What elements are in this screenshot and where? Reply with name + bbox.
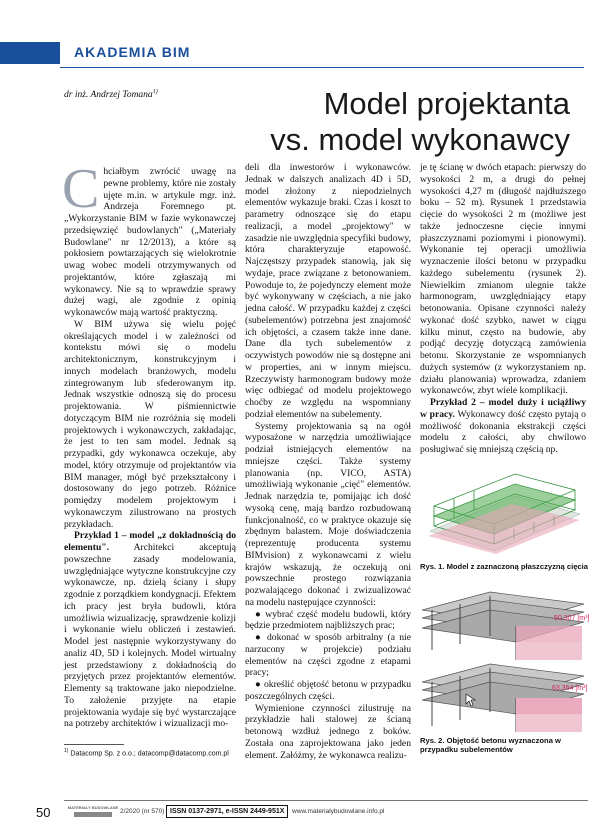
header-divider <box>60 67 584 68</box>
footer-url: www.materialybudowlane.info.pl <box>292 808 385 815</box>
section-title: AKADEMIA BIM <box>74 44 191 60</box>
paragraph: Wymienione czynności zilustruję na przykładzie hali stalowej ze ścianą betonową wzdłuż jednego z boków. Została ona zaprojektowana jako jeden element. Załóżmy, że wykonawca realizu- <box>245 702 411 761</box>
footnote-text: Datacomp Sp. z o.o.; datacomp@datacomp.com.pl <box>70 750 229 758</box>
paragraph: Systemy projektowania są na ogół wyposażone w narzędzia umożliwiające podział istniejących elementów na mniejsze części. Także systemy planowania (np. VICO, ASTA) umożliwiają wykonanie „cięć" elementów. Jednak narzędzia te, pomijając ich dość wysoką cenę, mają bardzo rozbudowaną funkcjonalność, co w praktyce okazuje się zbędnym balastem. Moje doświadczenia (reprezentuję producenta systemu BIMvision) z wykonawcami z wielu krajów wskazują, że oczekują oni powszechnie prostego rozwiązania pozwalającego dokonać i zwizualizować na modelu następujące czynności: <box>245 420 411 608</box>
figure-2-value-2: 63.354 [m³] <box>552 685 588 692</box>
example-1-paragraph <box>64 530 236 730</box>
paragraph: hciałbym zwrócić uwagę na pewne problemy, które nie zostały ujęte m.in. w artykule mgr. inż. Andrzeja Foremnego pt. „Wykorzystanie BIM w fazie wykonawczej przedsięwzięć budowlanych" („Materiały Budowlane" nr 12/2013), a które są pokłosiem powtarzających się wielokrotnie uwag wobec modeli otrzymywanych od projektantów, które zgłaszają mi wykonawcy. Nie są to wprawdzie sprawy dużej wagi, ale zgodnie z opinią wykonawców mają wartość praktyczną. <box>64 166 236 318</box>
figure-2-model <box>420 586 590 732</box>
footnote-divider <box>64 744 124 745</box>
text-column-2 <box>245 162 411 761</box>
title-line-1: Model projektanta <box>323 86 570 121</box>
footer-divider <box>64 800 588 801</box>
bullet-item: ● określić objętość betonu w przypadku poszczególnych części. <box>245 679 411 702</box>
header-accent-bar <box>0 42 60 64</box>
bullet-item: ● wybrać część modelu budowli, który będzie przedmiotem najbliższych prac; <box>245 608 411 632</box>
drop-cap: C <box>62 158 100 220</box>
footnote-mark: 1) <box>64 748 69 754</box>
text-column-3 <box>420 162 586 456</box>
example-2-text: Wykonawcy dość często pytają o możliwość dokonania ekstrakcji części modelu z całości, aby chwilowo posługiwać się mniejszą częścią np. <box>420 408 586 455</box>
text-column-1 <box>62 158 236 730</box>
figure-1-caption: Rys. 1. Model z zaznaczoną płaszczyzną cięcia <box>420 562 588 571</box>
figure-2-caption: Rys. 2. Objętość betonu wyznaczona w przypadku subelementów <box>420 736 561 754</box>
paragraph: W BIM używa się wielu pojęć określających model i w zależności od kontekstu mówi się o modelu architektonicznym, konstrukcyjnym i innych modelach branżowych, modelu zintegrowanym lub sfederowanym itp. Jednak wszystkie odnoszą się do procesu projektowania. W piśmiennictwie dotyczącym BIM nie rozróżnia się modeli projektowych i wykonawczych, zakładając, że jest to ten sam model. Jednak są przypadki, gdy wykonawca oczekuje, aby model, który otrzymuje od projektantów via BIM manager, mógł być przekształcony i dostosowany do jego potrzeb. Różnice pomiędzy modelem projektowym i wykonawczym zilustrowano na prostych przykładach. <box>64 318 236 530</box>
footer-issn: ISSN 0137-2971, e-ISSN 2449-951X <box>166 805 288 818</box>
example-2-paragraph <box>420 397 586 456</box>
logo-text: MATERIAŁY BUDOWLANE <box>67 805 119 810</box>
author-name: dr inż. Andrzej Tomana <box>64 90 153 101</box>
title-line-2: vs. model wykonawcy <box>270 122 570 157</box>
magazine-logo <box>67 803 119 819</box>
author-line <box>64 89 158 100</box>
figure-1-model <box>420 476 586 558</box>
author-note: 1) <box>152 89 158 95</box>
figure-2-value-1: 50.307 [m³] <box>554 615 590 622</box>
page-number: 50 <box>36 805 51 820</box>
footer-issue: 2/2020 (nr 570) <box>120 808 165 815</box>
example-1-text: Architekci akceptują powszechne zasady modelowania, uwzględniające wytyczne konstrukcyjne czy wykonawcze, np. dzielą ściany i słupy zgodnie z porządkiem kondygnacji. Efektem ich pracy jest bryła budowli, która umożliwia wizualizację, sprawdzenie kolizji i wykonanie wielu obliczeń i zestawień. Model jest następnie wykorzystywany do analiz 4D, 5D i kolejnych. Model wirtualny jest przedstawiony z dokładnością do przyjętych przez projektantów elementów. Elementy są traktowane jako niepodzielne. To założenie przyjęte na etapie projektowania wydaje się być wystarczające na potrzeby architektów i wizualizacji mo- <box>64 542 236 730</box>
example-2-heading: Przykład 2 – model duży i uciążliwy w pracy. <box>420 397 586 420</box>
footnote <box>64 748 229 757</box>
example-1-heading: Przykład 1 – model „z dokładnością do elementu". <box>64 530 236 553</box>
paragraph: deli dla inwestorów i wykonawców. Jednak w dalszych analizach 4D i 5D, model złożony z niepodzielnych elementów wykazuje braki. Czas i koszt to parametry odnoszące się do etapu realizacji, a model „projektowy" w zasadzie nie uwzględnia specyfiki budowy, która charakteryzuje etapowość. Najczęstszy przypadek stanowią, jak się wydaje, prace związane z betonowaniem. Powoduje to, że pojedynczy element może być wykonywany w częściach, a nie jako jedna całość. W przypadku każdej z części (subelementów) potrzebna jest znajomość ich objętości, a czasem także inne dane. Dane dla tych subelementów z oczywistych powodów nie są dostępne ani w properties, ani w innym miejscu. Rzeczywisty harmonogram budowy może więc odbiegać od modelu projektowego choćby ze względu na wspomniany podział elementów na subelementy. <box>245 162 411 420</box>
article-title <box>270 86 570 158</box>
paragraph: je tę ścianę w dwóch etapach: pierwszy do wysokości 2 m, a drugi do pełnej wysokości 4,27 m (długość najdłuższego boku – 52 m). Rysunek 1 przedstawia cięcie do wysokości 2 m (możliwe jest także jednoczesne cięcie innymi płaszczyznami poziomymi i pionowymi). Wykonanie tej operacji umożliwia wyznaczenie ilości betonu w przypadku każdego subelementu (rysunek 2). Niewielkim zmianom ulegnie także harmonogram, uwzględniający etapy betonowania. Opisane czynności należy wykonać dość szybko, nawet w ciągu kilku minut, często na budowie, aby podjąć decyzję dotyczącą zamówienia betonu. Skorzystanie ze wspomnianych dużych systemów (z wykorzystaniem np. działu planowania) wprowadza, zdaniem wykonawców, zbyt wiele komplikacji. <box>420 162 586 397</box>
bullet-item: ● dokonać w sposób arbitralny (a nie narzucony w projekcie) podziału elementów na części zgodne z etapami pracy; <box>245 632 411 679</box>
